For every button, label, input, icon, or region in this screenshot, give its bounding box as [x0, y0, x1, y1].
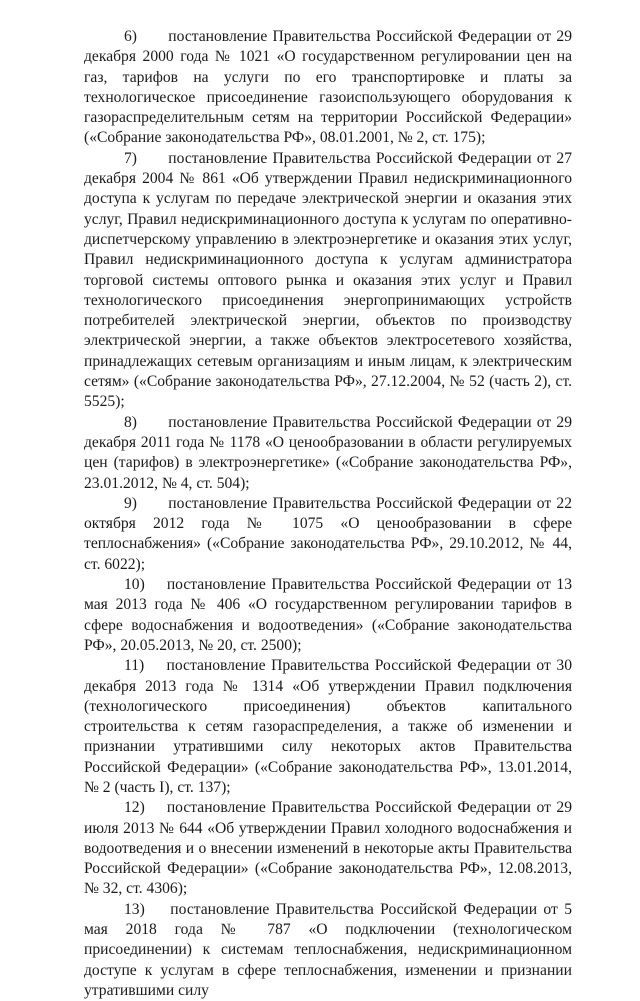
list-item-8: 8) постановление Правительства Российской Федерации от 29 декабря 2011 года № 1178 «О ценообразовании в области регулируемых цен (тарифов) в электроэнергетике» («Собрание законодательства РФ», 23.01.2012, № 4, ст. 504); — [84, 413, 572, 492]
list-item-11: 11) постановление Правительства Российской Федерации от 30 декабря 2013 года № 1314 «Об утверждении Правил подключения (технологического присоединения) объектов капитального строительства к сетям газораспределения, а также об изменении и признании утратившими силу некоторых актов Правительства Российской Федерации» («Собрание законодательства РФ», 13.01.2014, № 2 (часть I), ст. 137); — [84, 657, 572, 796]
list-item-7: 7) постановление Правительства Российской Федерации от 27 декабря 2004 № 861 «Об утверждении Правил недискриминационного доступа к услугам по передаче электрической энергии и оказания этих услуг, Правил недискриминационного доступа к услугам по оперативно-диспетчерскому управлению в электроэнергетике и оказания этих услуг, Правил недискриминационного доступа к услугам администратора торговой системы оптового рынка и оказания этих услуг и Правил технологического присоединения энергопринимающих устройств потребителей электрической энергии, объектов по производству электрической энергии, а также объектов электросетевого хозяйства, принадлежащих сетевым организациям и иным лицам, к электрическим сетям» («Собрание законодательства РФ», 27.12.2004, № 52 (часть 2), ст. 5525); — [84, 149, 572, 411]
document-body — [84, 27, 572, 1001]
list-item-12: 12) постановление Правительства Российской Федерации от 29 июля 2013 № 644 «Об утверждении Правил холодного водоснабжения и водоотведения и о внесении изменений в некоторые акты Правительства Российской Федерации» («Собрание законодательства РФ», 12.08.2013, № 32, ст. 4306); — [84, 799, 572, 898]
list-item-6: 6) постановление Правительства Российской Федерации от 29 декабря 2000 года № 1021 «О государственном регулировании цен на газ, тарифов на услуги по его транспортировке и платы за технологическое присоединение газоиспользующего оборудования к газораспределительным сетям на территории Российской Федерации» («Собрание законодательства РФ», 08.01.2001, № 2, ст. 175); — [84, 28, 572, 147]
list-item-10: 10) постановление Правительства Российской Федерации от 13 мая 2013 года № 406 «О государственном регулировании тарифов в сфере водоснабжения и водоотведения» («Собрание законодательства РФ», 20.05.2013, № 20, ст. 2500); — [84, 576, 572, 654]
list-item-13: 13) постановление Правительства Российской Федерации от 5 мая 2018 года № 787 «О подключении (технологическом присоединении) к системам теплоснабжения, недискриминационном доступе к услугам в сфере теплоснабжения, изменении и признании утратившими силу — [84, 900, 572, 999]
list-item-9: 9) постановление Правительства Российской Федерации от 22 октября 2012 года № 1075 «О ценообразовании в сфере теплоснабжения» («Собрание законодательства РФ», 29.10.2012, № 44, ст. 6022); — [84, 494, 572, 573]
